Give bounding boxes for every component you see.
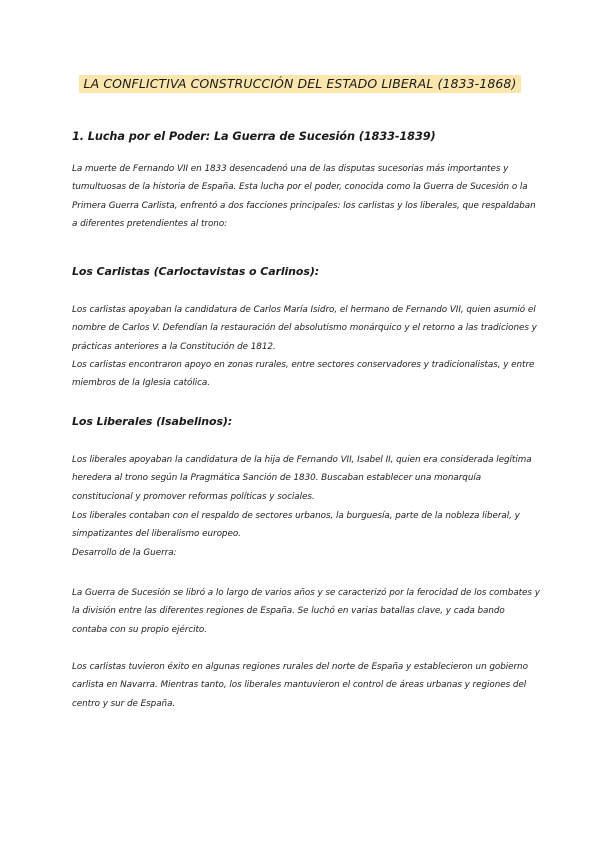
section-heading: 1. Lucha por el Poder: La Guerra de Sucesión (1833-1839) [72, 130, 436, 143]
carlistas-heading: Los Carlistas (Carloctavistas o Carlinos): [72, 265, 320, 278]
desarrollo-label: Desarrollo de la Guerra: [72, 548, 177, 558]
document-title: LA CONFLICTIVA CONSTRUCCIÓN DEL ESTADO LIBERAL (1833-1868) [79, 75, 522, 93]
intro-paragraph: La muerte de Fernando VII en 1833 desencadenó una de las disputas sucesorias más importantes y tumultuosas de la historia de España. Esta lucha por el poder, conocida como la Guerra de Sucesión o la Primera Guerra Carlista, enfrentó a dos facciones principales: los carlistas y los liberales, que respaldaban a diferentes pretendientes al trono: [72, 164, 536, 230]
liberales-paragraph-1: Los liberales apoyaban la candidatura de la hija de Fernando VII, Isabel II, quien era considerada legítima heredera al trono según la Pragmática Sanción de 1830. Buscaban establecer una monarquía constitucional y promover reformas políticas y sociales. [72, 455, 532, 502]
carlistas-paragraph-1: Los carlistas apoyaban la candidatura de Carlos María Isidro, el hermano de Fernando VII, quien asumió el nombre de Carlos V. Defendían la restauración del absolutismo monárquico y el retorno a las tradiciones y prácticas anteriores a la Constitución de 1812. [72, 305, 537, 352]
carlistas-paragraph-2: Los carlistas encontraron apoyo en zonas rurales, entre sectores conservadores y tradicionalistas, y entre miembros de la Iglesia católica. [72, 360, 535, 389]
guerra-paragraph-2: Los carlistas tuvieron éxito en algunas regiones rurales del norte de España y establecieron un gobierno carlista en Navarra. Mientras tanto, los liberales mantuvieron el control de áreas urbanas y regiones del centro y sur de España. [72, 662, 528, 709]
liberales-heading: Los Liberales (Isabelinos): [72, 415, 233, 428]
guerra-paragraph-1: La Guerra de Sucesión se libró a lo largo de varios años y se caracterizó por la ferocidad de los combates y la división entre las diferentes regiones de España. Se luchó en varias batallas clave, y cada bando contaba con su propio ejército. [72, 588, 540, 635]
liberales-paragraph-2: Los liberales contaban con el respaldo de sectores urbanos, la burguesía, parte de la nobleza liberal, y simpatizantes del liberalismo europeo. [72, 511, 520, 540]
title-wrapper [0, 73, 600, 93]
